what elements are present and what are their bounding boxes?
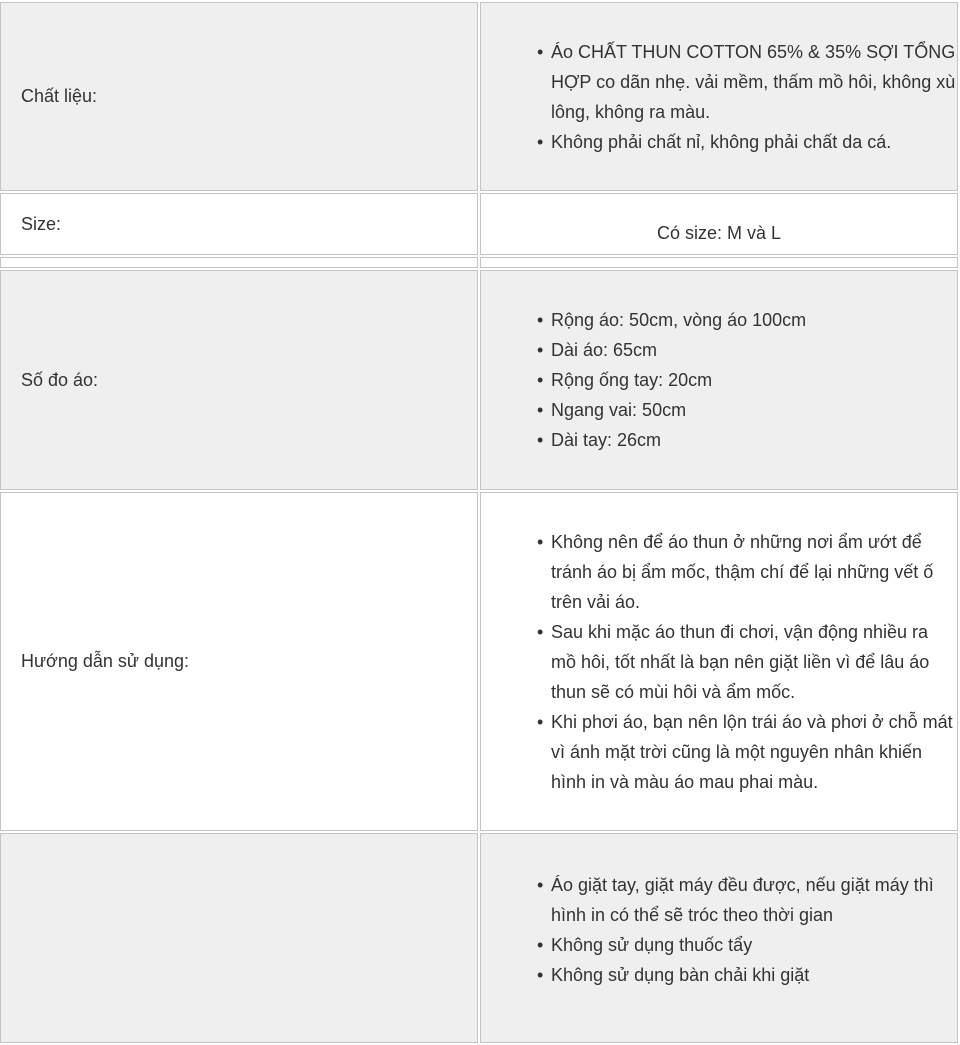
list-item: • Khi phơi áo, bạn nên lộn trái áo và phơi ở chỗ mát vì ánh mặt trời cũng là một nguyên nhân khiến hình in và màu áo mau phai màu. [537,707,957,797]
list-item: • Rộng áo: 50cm, vòng áo 100cm [537,305,957,335]
list-item: • Ngang vai: 50cm [537,395,957,425]
spec-row-empty [0,257,958,268]
spec-row-measurements [0,270,958,490]
spec-label-material: Chất liệu: [0,2,478,191]
material-list [537,37,957,157]
spec-label-size: Size: [0,193,478,255]
measurements-list [537,305,957,455]
spec-value-usage [480,492,958,831]
list-item: • Dài tay: 26cm [537,425,957,455]
spec-label-washing [0,833,478,1043]
spec-value-material [480,2,958,191]
list-item: • Không nên để áo thun ở những nơi ẩm ướt để tránh áo bị ẩm mốc, thậm chí để lại những vết ố trên vải áo. [537,527,957,617]
washing-list [537,870,957,990]
list-item: • Sau khi mặc áo thun đi chơi, vận động nhiều ra mồ hôi, tốt nhất là bạn nên giặt liền vì để lâu áo thun sẽ có mùi hôi và ẩm mốc. [537,617,957,707]
list-item: • Rộng ống tay: 20cm [537,365,957,395]
list-item: • Không sử dụng thuốc tẩy [537,930,957,960]
spec-row-material [0,2,958,191]
spec-label-usage: Hướng dẫn sử dụng: [0,492,478,831]
list-item: • Áo giặt tay, giặt máy đều được, nếu giặt máy thì hình in có thể sẽ tróc theo thời gian [537,870,957,930]
spec-value-measurements [480,270,958,490]
list-item: • Áo CHẤT THUN COTTON 65% & 35% SỢI TỔNG HỢP co dãn nhẹ. vải mềm, thấm mồ hôi, không xù lông, không ra màu. [537,37,957,127]
spec-row-size [0,193,958,255]
list-item: • Dài áo: 65cm [537,335,957,365]
list-item: • Không phải chất nỉ, không phải chất da cá. [537,127,957,157]
usage-list [537,527,957,797]
spec-value-size-cell [480,193,958,255]
spec-row-washing [0,833,958,1043]
spec-value-size: Có size: M và L [656,222,782,243]
spec-row-usage [0,492,958,831]
spec-label-measurements: Số đo áo: [0,270,478,490]
list-item: • Không sử dụng bàn chải khi giặt [537,960,957,990]
spec-value-empty [480,257,958,268]
spec-label-empty [0,257,478,268]
spec-value-washing [480,833,958,1043]
